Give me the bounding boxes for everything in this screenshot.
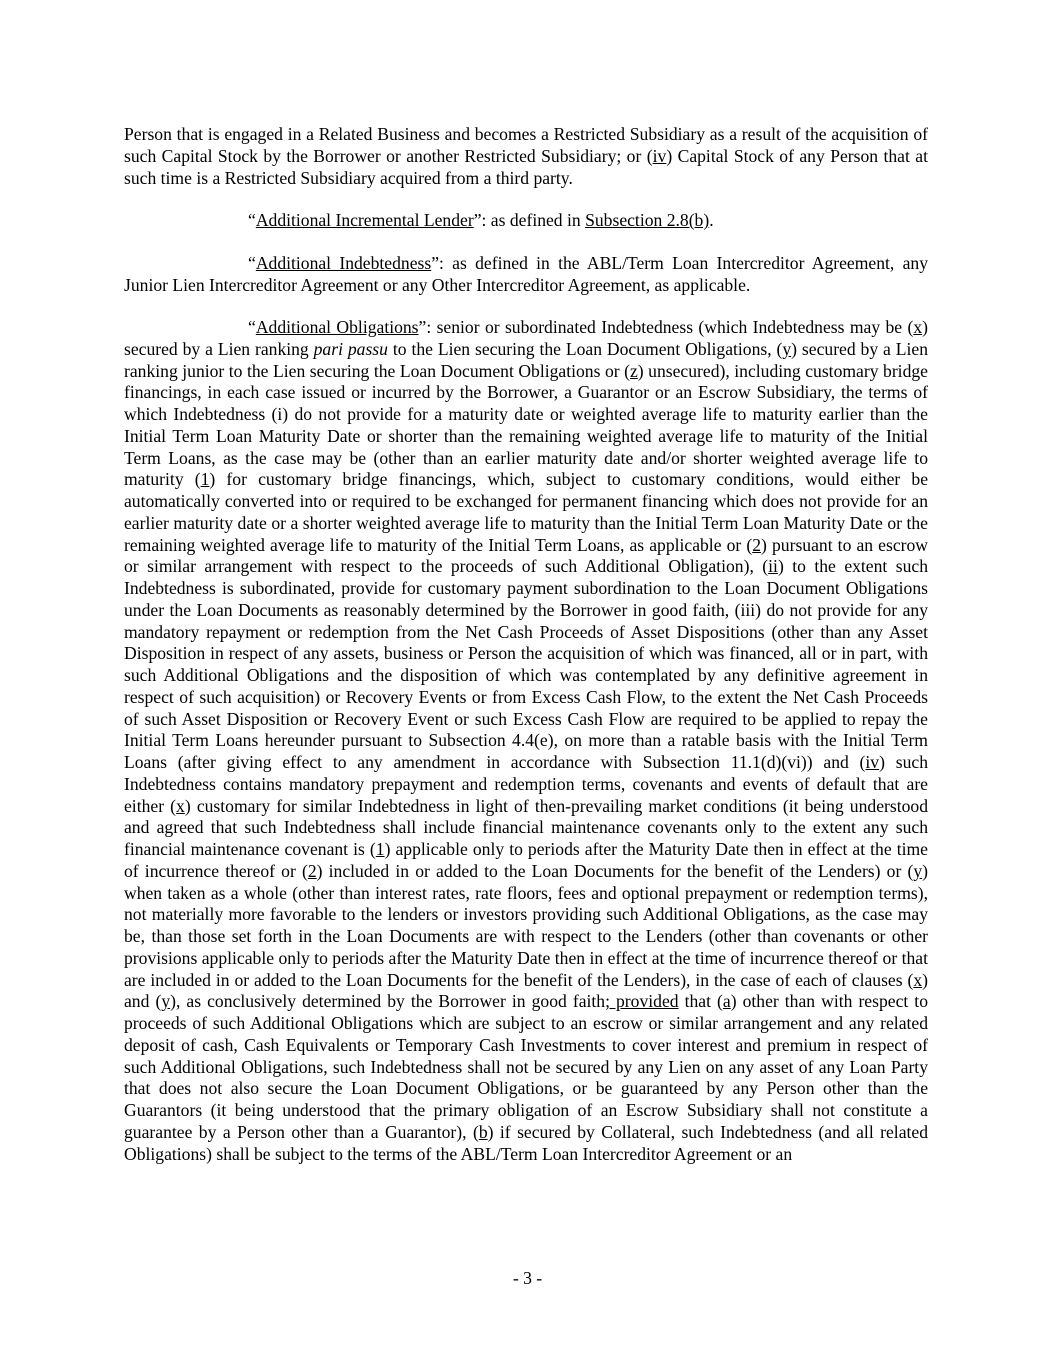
definition-additional-obligations	[124, 317, 928, 1165]
italic-term-pari-passu: pari passu	[313, 338, 388, 359]
text-run: ) secured by a Lien ranking	[124, 317, 928, 359]
text-run: Person that is engaged in a Related Business and becomes a Restricted Subsidiary as a result of the acquisition of such Capital Stock by the Borrower or another Restricted Subsidiary; or (	[124, 124, 928, 166]
definition-additional-indebtedness	[124, 253, 928, 297]
page-number: - 3 -	[512, 1268, 543, 1288]
text-run: ) other than with respect to proceeds of such Additional Obligations which are subject to an escrow or similar arrangement and any related deposit of cash, Cash Equivalents or Temporary Cash Investments to cover interest and premium in respect of such Additional Obligations, such Indebtedness shall not be secured by any Lien on any asset of any Loan Party that does not also secure the Loan Document Obligations, or be guaranteed by any Person other than the Guarantors (it being understood that the primary obligation of an Escrow Subsidiary shall not constitute a guarantee by a Person other than a Guarantor), (	[124, 991, 928, 1142]
text-run: ) for customary bridge financings, which, subject to customary conditions, would either be automatically converted into or required to be exchanged for permanent financing which does not provide for an earlier maturity date or a shorter weighted average life to maturity than the Initial Term Loan Maturity Date or the remaining weighted average life to maturity of the Initial Term Loans, as applicable or (	[124, 469, 928, 555]
defined-term: Additional Obligations	[255, 317, 419, 337]
defined-term: Additional Indebtedness	[255, 253, 432, 273]
text-run: ”: senior or subordinated Indebtedness (which Indebtedness may be (	[418, 317, 914, 337]
text-run: ”: as defined in	[473, 210, 586, 230]
clause-ref-b: b	[478, 1121, 488, 1142]
clause-ref-1: 1	[375, 839, 385, 859]
clause-ref-2: 2	[752, 534, 762, 555]
clause-ref-iv: iv	[865, 752, 880, 772]
text-run: ) and (	[124, 969, 928, 1012]
clause-ref-x: x	[176, 795, 185, 816]
text-run: ) to the extent such Indebtedness is subordinated, provide for customary payment subordination to the Loan Document Obligations under the Loan Documents as reasonably determined by the Borrower in good faith, (iii) do not provide for any mandatory repayment or redemption from the Net Cash Proceeds of Asset Dispositions (other than any Asset Disposition in respect of any assets, business or Person the acquisition of which was financed, all or in part, with such Additional Obligations and the disposition of which was contemplated by any definitive agreement in respect of such acquisition) or Recovery Events or from Excess Cash Flow, to the extent the Net Cash Proceeds of such Asset Disposition or Recovery Event or such Excess Cash Flow are required to be applied to repay the Initial Term Loans hereunder pursuant to Subsection 4.4(e), on more than a ratable basis with the Initial Term Loans (after giving effect to any amendment in accordance with Subsection 11.1(d)(vi)) and (	[124, 556, 928, 772]
text-run: ) included in or added to the Loan Documents for the benefit of the Lenders) or (	[316, 860, 914, 881]
text-run: ) Capital Stock of any Person that at such time is a Restricted Subsidiary acquired from a third party.	[124, 145, 928, 188]
open-quote: “	[248, 210, 256, 230]
subsection-reference: Subsection 2.8(b)	[585, 210, 710, 230]
text-run: ) unsecured), including customary bridge financings, in each case issued or incurred by the Borrower, a Guarantor or an Escrow Subsidiary, the terms of which Indebtedness (i) do not provide for a maturity date or weighted average life to maturity earlier than the Initial Term Loan Maturity Date or shorter than the remaining weighted average life to maturity of the Initial Term Loans, as the case may be (other than an earlier maturity date and/or shorter weighted average life to maturity (	[124, 360, 928, 490]
text-run: ) secured by a Lien ranking junior to the Lien securing the Loan Document Obligations or (	[124, 338, 929, 381]
text-run: ) pursuant to an escrow or similar arrangement with respect to the proceeds of such Additional Obligation), (	[124, 534, 928, 577]
clause-ref-a: a	[722, 991, 731, 1012]
text-run: that (	[678, 991, 723, 1012]
clause-ref-1: 1	[200, 469, 210, 490]
text-run: ”: as defined in the ABL/Term Loan Intercreditor Agreement, any Junior Lien Intercreditor Agreement or any Other Intercreditor Agreement, as applicable.	[124, 253, 928, 295]
open-quote: “	[248, 253, 256, 273]
text-run: ) applicable only to periods after the Maturity Date then in effect at the time of incurrence thereof or (	[124, 839, 928, 881]
clause-ref-y: y	[913, 860, 923, 881]
clause-ref-z: z	[629, 360, 638, 381]
definition-additional-incremental-lender	[124, 210, 928, 232]
clause-ref-x: x	[913, 317, 923, 337]
text-run: ) if secured by Collateral, such Indebtedness (and all related Obligations) shall be subject to the terms of the ABL/Term Loan Intercreditor Agreement or an	[124, 1121, 928, 1164]
provided-keyword: ; provided	[605, 991, 679, 1012]
clause-ref-y: y	[161, 991, 171, 1012]
text-run: ) such Indebtedness contains mandatory prepayment and redemption terms, covenants and events of default that are either (	[124, 752, 928, 816]
defined-term: Additional Incremental Lender	[255, 210, 474, 230]
text-run: ), as conclusively determined by the Borrower in good faith	[170, 991, 606, 1012]
text-run: ) customary for similar Indebtedness in light of then-prevailing market conditions (it being understood and agreed that such Indebtedness shall include financial maintenance covenants only to the extent any such financial maintenance covenant is (	[124, 795, 928, 859]
clause-ref-2: 2	[307, 860, 317, 881]
clause-ref-y: y	[782, 338, 792, 359]
text-run: ) when taken as a whole (other than interest rates, rate floors, fees and optional prepayment or redemption terms), not materially more favorable to the lenders or investors providing such Additional Obligations, as the case may be, than those set forth in the Loan Documents are with respect to the Lenders (other than covenants or other provisions applicable only to periods after the Maturity Date then in effect at the time of incurrence thereof or that are included in or added to the Loan Documents for the benefit of the Lenders), in the case of each of clauses (	[124, 860, 928, 990]
clause-ref-x: x	[913, 969, 923, 990]
continuation-paragraph	[124, 124, 928, 189]
text-run: .	[709, 210, 714, 230]
text-run: to the Lien securing the Loan Document Obligations, (	[387, 338, 783, 359]
clause-ref-ii: ii	[768, 556, 778, 577]
clause-ref-iv: iv	[652, 145, 667, 166]
open-quote: “	[248, 317, 256, 337]
